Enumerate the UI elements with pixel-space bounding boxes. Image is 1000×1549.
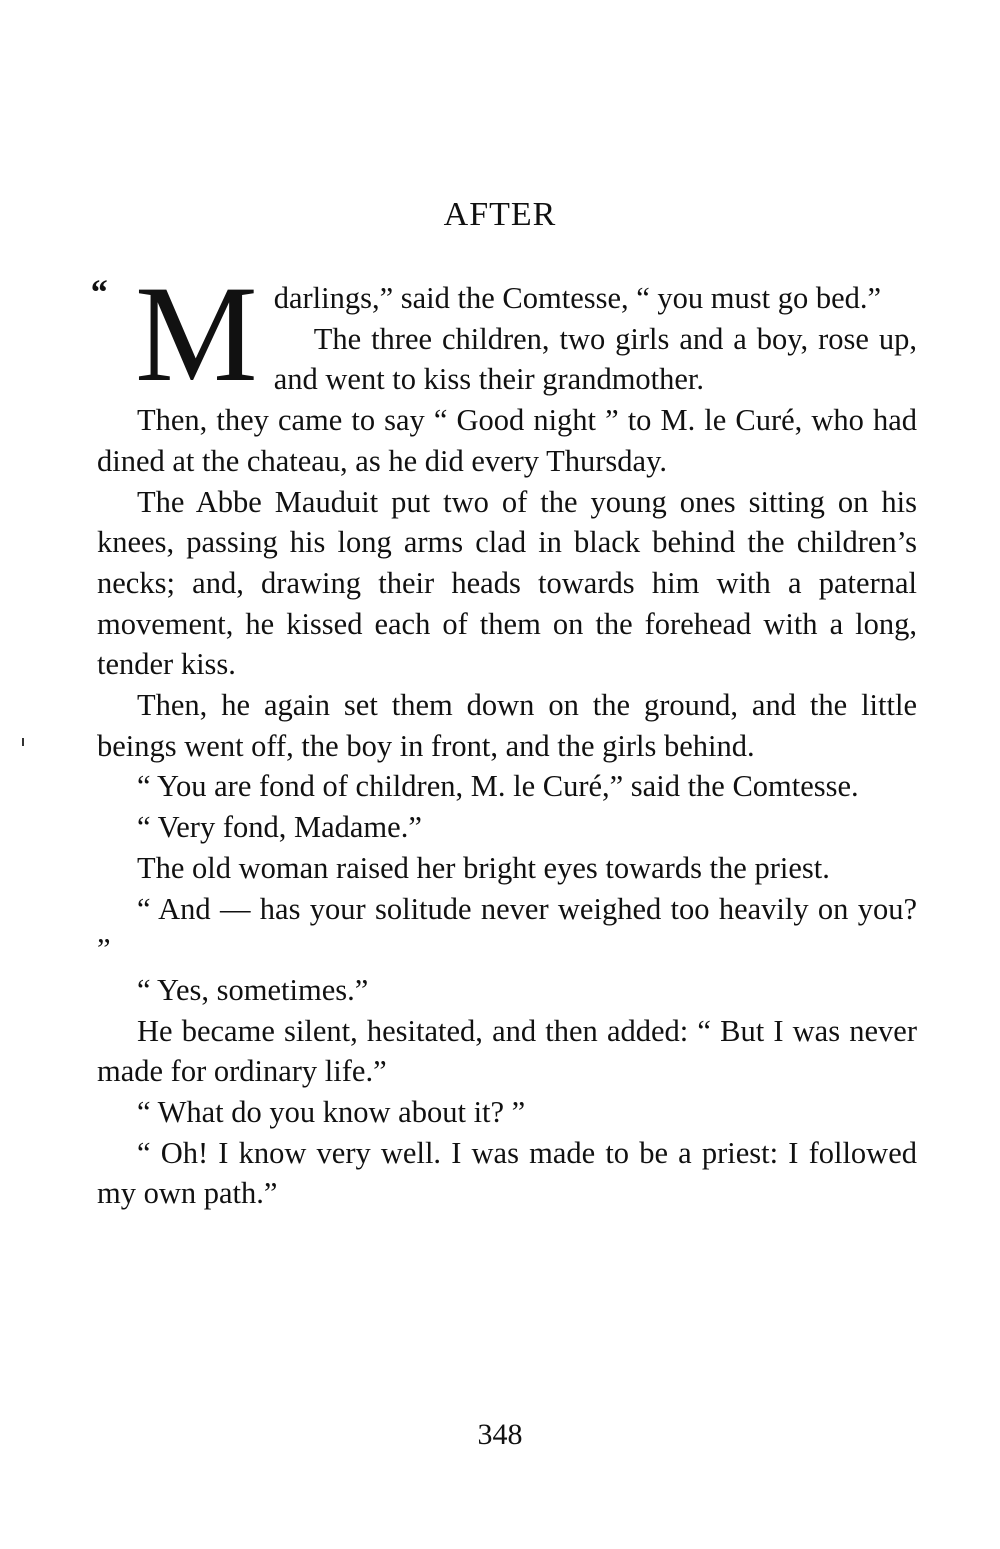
paragraph-1: darlings,” said the Comtesse, “ you must go bed.” xyxy=(273,281,882,315)
paragraph-6: “ You are fond of children, M. le Curé,” said the Comtesse. xyxy=(137,769,859,804)
paragraph-12: “ What do you know about it? ” xyxy=(137,1095,526,1130)
paragraph-2: The three children, two girls and a boy, rose up, and went to kiss their grandmother. xyxy=(273,321,917,397)
margin-mark xyxy=(22,738,24,746)
paragraph-9: “ And — has your solitude never weighed too heavily on you? ” xyxy=(97,891,917,967)
paragraph-8: The old woman raised her bright eyes towards the priest. xyxy=(137,850,830,885)
paragraph-4: The Abbe Mauduit put two of the young ones sitting on his knees, passing his long arms clad in black behind the children’s necks; and, drawing their heads towards him with a paternal movement, he kissed each of them on the forehead with a long, tender kiss. xyxy=(97,484,917,682)
drop-cap-letter: M xyxy=(135,257,258,410)
paragraph-7: “ Very fond, Madame.” xyxy=(137,810,422,845)
page-number: 348 xyxy=(477,1418,523,1451)
opening-quote-mark: “ xyxy=(89,272,107,312)
chapter-title: AFTER xyxy=(443,196,557,233)
body-text xyxy=(89,257,917,1214)
paragraph-5: Then, he again set them down on the ground, and the little beings went off, the boy in front, and the girls behind. xyxy=(97,688,917,763)
opening-paragraph-block xyxy=(89,257,917,410)
paragraph-3: Then, they came to say “ Good night ” to M. le Curé, who had dined at the chateau, as he did every Thursday. xyxy=(97,403,917,478)
paragraph-13: “ Oh! I know very well. I was made to be a priest: I followed my own path.” xyxy=(97,1135,917,1211)
paragraph-11: He became silent, hesitated, and then added: “ But I was never made for ordinary life.” xyxy=(97,1013,917,1089)
paragraph-10: “ Yes, sometimes.” xyxy=(137,972,369,1007)
